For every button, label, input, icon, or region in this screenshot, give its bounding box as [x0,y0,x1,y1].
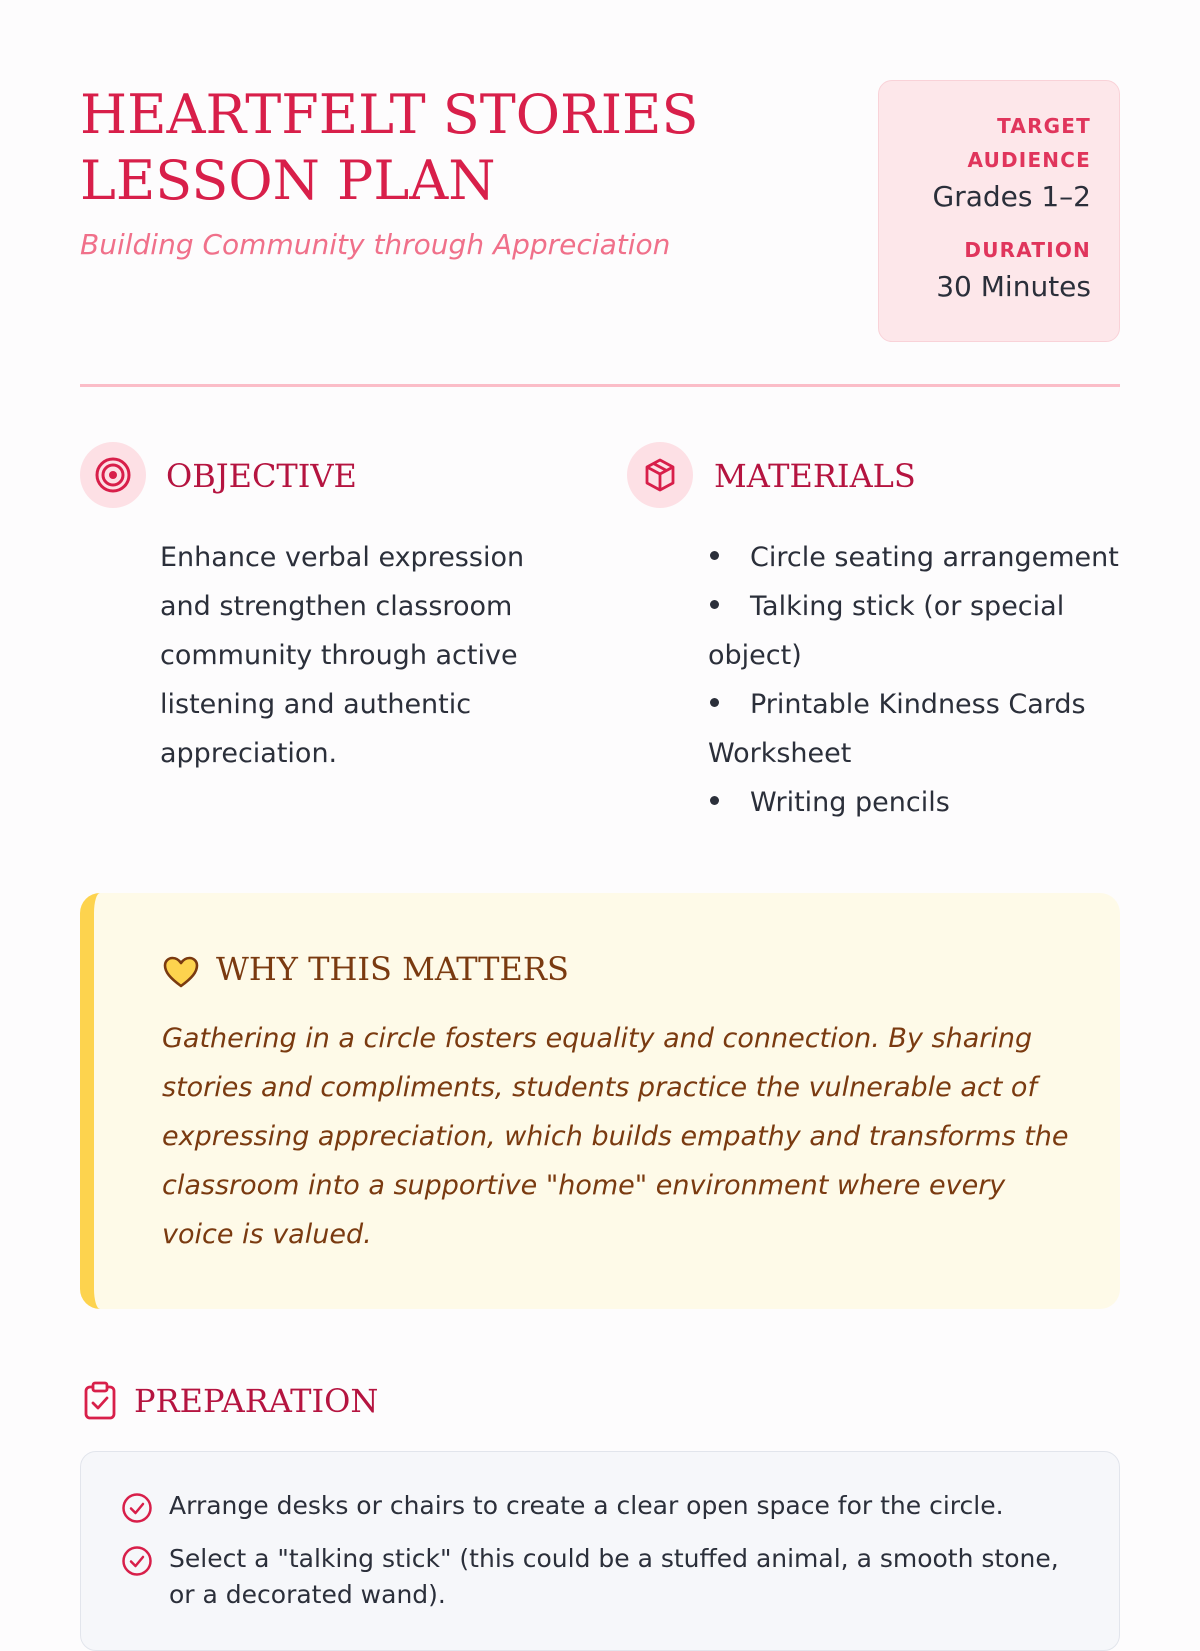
why-this-matters-callout [80,893,1120,1309]
list-item [708,582,1128,680]
list-item [121,1488,1081,1524]
material-item-text: Talking stick (or special object) [708,591,1065,671]
material-item-text: Printable Kindness Cards Worksheet [708,689,1086,769]
clipboard-check-icon [80,1380,120,1424]
materials-list [708,533,1128,827]
bullet-icon [708,533,750,582]
bullet-icon [708,778,750,827]
preparation-list [121,1488,1081,1630]
list-item [708,778,1128,827]
duration-label: DURATION [964,238,1091,262]
why-this-matters-heading: WHY THIS MATTERS [216,950,569,988]
page-title-line-2: LESSON PLAN [80,149,496,212]
check-circle-icon [121,1545,153,1587]
page-title [80,82,698,214]
target-audience-value: Grades 1–2 [932,180,1091,213]
preparation-item-text: Arrange desks or chairs to create a clear open space for the circle. [169,1491,1004,1520]
duration-value: 30 Minutes [936,270,1091,303]
page-subtitle: Building Community through Appreciation [80,228,671,261]
objective-text: Enhance verbal expression and strengthen classroom community through active listening and authentic appreciation. [160,542,525,769]
material-item-text: Writing pencils [750,787,950,818]
preparation-item-text: Select a "talking stick" (this could be a stuffed animal, a smooth stone, or a decorated wand). [169,1544,1059,1609]
target-icon [80,442,146,508]
package-icon [627,442,693,508]
header-divider [80,384,1120,387]
why-this-matters-text: Gathering in a circle fosters equality and connection. By sharing stories and compliments, students practice the vulnerable act of expressing appreciation, which builds empathy and transforms the classroom into a supportive "home" environment where every voice is valued. [162,1023,1069,1250]
list-item [708,680,1128,778]
bullet-icon [708,582,750,631]
page-title-line-1: HEARTFELT STORIES [80,83,699,146]
list-item [121,1541,1081,1613]
check-circle-icon [121,1492,153,1534]
lesson-info-card [878,80,1120,342]
preparation-card [80,1451,1120,1651]
objective-heading: OBJECTIVE [166,457,357,495]
material-item-text: Circle seating arrangement [750,542,1119,573]
heart-icon [162,955,200,993]
list-item [708,533,1128,582]
preparation-heading: PREPARATION [134,1382,379,1420]
target-audience-label-text: TARGET AUDIENCE [967,114,1091,172]
bullet-icon [708,680,750,729]
materials-heading: MATERIALS [714,457,916,495]
target-audience-label [879,109,1091,177]
